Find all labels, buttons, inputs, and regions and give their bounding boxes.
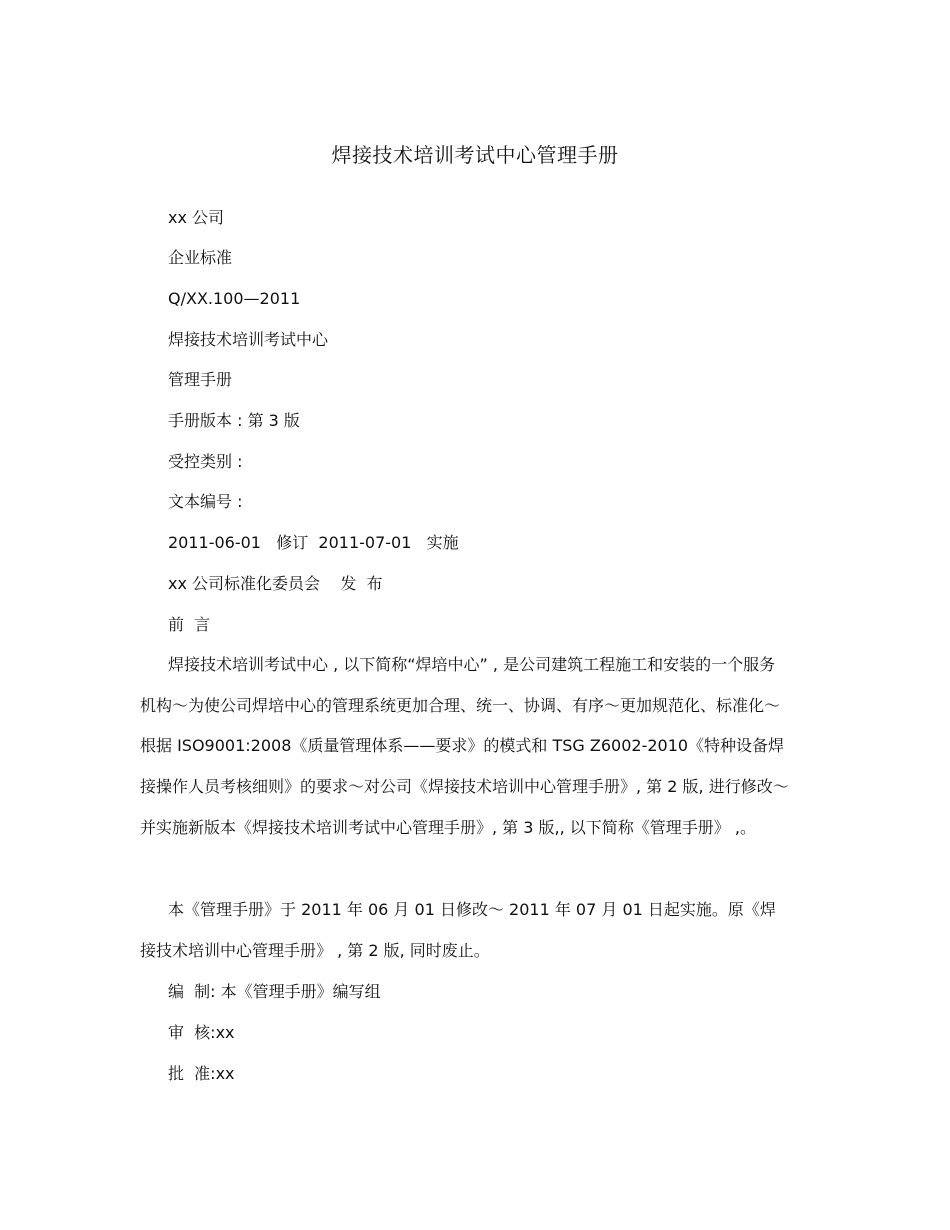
company-name: xx 公司 (168, 208, 225, 227)
center-name: 焊接技术培训考试中心 (168, 330, 329, 349)
control-category: 受控类别 : (168, 452, 243, 471)
standard-type: 企业标准 (168, 248, 233, 267)
reviewed-by: 审 核:xx (168, 1023, 235, 1042)
manual-label: 管理手册 (168, 370, 233, 389)
preface-paragraph-1: 焊接技术培训考试中心 , 以下简称“焊培中心” , 是公司建筑工程施工和安装的一个服务机构～为使公司焊培中心的管理系统更加合理、统一、协调、有序～更加规范化、标准化～根据 ISO9001:2008《质量管理体系——要求》的模式和 TSG Z6002-2010《特种设备焊接操作人员考核细则》的要求～对公司《焊接技术培训中心管理手册》, 第 2 版, 进行修改～并实施新版本《焊接技术培训考试中心管理手册》, 第 3 版,, 以下简称《管理手册》 ,。 (140, 655, 789, 837)
standard-code: Q/XX.100—2011 (168, 289, 301, 308)
manual-version: 手册版本 : 第 3 版 (168, 411, 300, 430)
revision-dates: 2011-06-01 修订 2011-07-01 实施 (168, 533, 459, 552)
approved-by: 批 准:xx (168, 1064, 235, 1083)
document-number: 文本编号 : (168, 492, 243, 511)
preface-paragraph-2: 本《管理手册》于 2011 年 06 月 01 日修改～ 2011 年 07 月 01 日起实施。原《焊接技术培训中心管理手册》 , 第 2 版, 同时废止。 (140, 900, 776, 960)
preface-heading: 前 言 (168, 615, 211, 634)
compiled-by: 编 制: 本《管理手册》编写组 (168, 982, 381, 1001)
document-title: 焊接技术培训考试中心管理手册 (331, 143, 619, 167)
issuer: xx 公司标准化委员会 发 布 (168, 574, 383, 593)
